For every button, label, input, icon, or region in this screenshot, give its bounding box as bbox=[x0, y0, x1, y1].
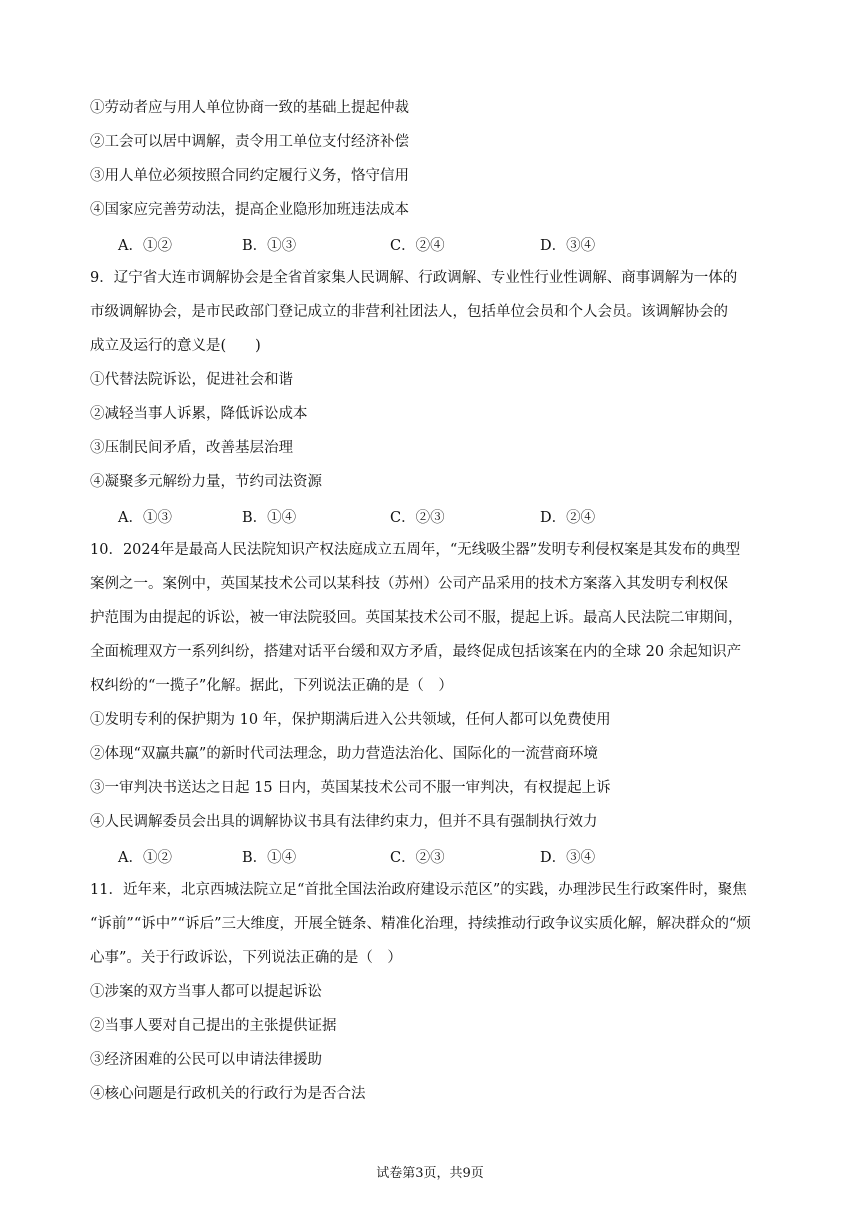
q8-option-c: C．②④ bbox=[390, 238, 445, 254]
q9-statement-2: ②减轻当事人诉累，降低诉讼成本 bbox=[90, 406, 308, 422]
q10-option-a: A．①② bbox=[118, 850, 172, 866]
q10-stem-line-2: 案例之一。案例中，英国某技术公司以某科技（苏州）公司产品采用的技术方案落入其发明专利权保 bbox=[90, 576, 728, 592]
q11-statement-3: ③经济困难的公民可以申请法律援助 bbox=[90, 1052, 322, 1068]
q9-statement-3: ③压制民间矛盾，改善基层治理 bbox=[90, 440, 293, 456]
q11-statement-1: ①涉案的双方当事人都可以提起诉讼 bbox=[90, 984, 322, 1000]
q10-options bbox=[118, 846, 758, 866]
q8-options bbox=[118, 234, 758, 254]
q9-statement-1: ①代替法院诉讼，促进社会和谐 bbox=[90, 372, 293, 388]
q8-statement-4: ④国家应完善劳动法，提高企业隐形加班违法成本 bbox=[90, 202, 409, 218]
q11-statement-4: ④核心问题是行政机关的行政行为是否合法 bbox=[90, 1086, 366, 1102]
q8-option-b: B．①③ bbox=[242, 238, 297, 254]
q10-statement-4: ④人民调解委员会出具的调解协议书具有法律约束力，但并不具有强制执行效力 bbox=[90, 814, 598, 830]
q10-statement-2: ②体现“双赢共赢”的新时代司法理念，助力营造法治化、国际化的一流营商环境 bbox=[90, 746, 598, 762]
q11-stem-line-1: 11．近年来，北京西城法院立足“首批全国法治政府建设示范区”的实践，办理涉民生行政案件时，聚焦 bbox=[90, 882, 747, 898]
q9-option-c: C．②③ bbox=[390, 510, 445, 526]
q10-stem-line-3: 护范围为由提起的诉讼，被一审法院驳回。英国某技术公司不服，提起上诉。最高人民法院二审期间， bbox=[90, 610, 743, 626]
q10-stem-line-4: 全面梳理双方一系列纠纷，搭建对话平台缓和双方矛盾，最终促成包括该案在内的全球 20 余起知识产 bbox=[90, 644, 742, 660]
q8-statement-1: ①劳动者应与用人单位协商一致的基础上提起仲裁 bbox=[90, 100, 409, 116]
page-footer: 试卷第3页，共9页 bbox=[376, 1166, 484, 1181]
q10-option-d: D．③④ bbox=[540, 850, 596, 866]
q9-statement-4: ④凝聚多元解纷力量，节约司法资源 bbox=[90, 474, 322, 490]
q10-option-c: C．②③ bbox=[390, 850, 445, 866]
q9-options bbox=[118, 506, 758, 526]
q10-statement-3: ③一审判决书送达之日起 15 日内，英国某技术公司不服一审判决，有权提起上诉 bbox=[90, 780, 611, 796]
q9-stem-line-1: 9．辽宁省大连市调解协会是全省首家集人民调解、行政调解、专业性行业性调解、商事调解为一体的 bbox=[90, 270, 738, 286]
q11-stem-line-3: 心事”。关于行政诉讼，下列说法正确的是（ ） bbox=[90, 950, 402, 966]
q10-stem-line-1: 10．2024年是最高人民法院知识产权法庭成立五周年，“无线吸尘器”发明专利侵权案是其发布的典型 bbox=[90, 542, 741, 558]
q8-statement-3: ③用人单位必须按照合同约定履行义务，恪守信用 bbox=[90, 168, 409, 184]
q10-option-b: B．①④ bbox=[242, 850, 297, 866]
q8-statement-2: ②工会可以居中调解，责令用工单位支付经济补偿 bbox=[90, 134, 409, 150]
q9-stem-line-2: 市级调解协会，是市民政部门登记成立的非营利社团法人，包括单位会员和个人会员。该调解协会的 bbox=[90, 304, 728, 320]
q11-statement-2: ②当事人要对自己提出的主张提供证据 bbox=[90, 1018, 337, 1034]
q10-statement-1: ①发明专利的保护期为 10 年，保护期满后进入公共领域，任何人都可以免费使用 bbox=[90, 712, 611, 728]
q10-stem-line-5: 权纠纷的“一揽子”化解。据此，下列说法正确的是（ ） bbox=[90, 678, 453, 694]
q9-option-a: A．①③ bbox=[118, 510, 172, 526]
q9-option-d: D．②④ bbox=[540, 510, 596, 526]
q8-option-d: D．③④ bbox=[540, 238, 596, 254]
q11-stem-line-2: “诉前”“诉中”“诉后”三大维度，开展全链条、精准化治理，持续推动行政争议实质化解，解决群众的“烦 bbox=[90, 916, 751, 932]
q8-option-a: A．①② bbox=[118, 238, 172, 254]
q9-option-b: B．①④ bbox=[242, 510, 297, 526]
q9-stem-line-3: 成立及运行的意义是( ) bbox=[90, 338, 261, 354]
